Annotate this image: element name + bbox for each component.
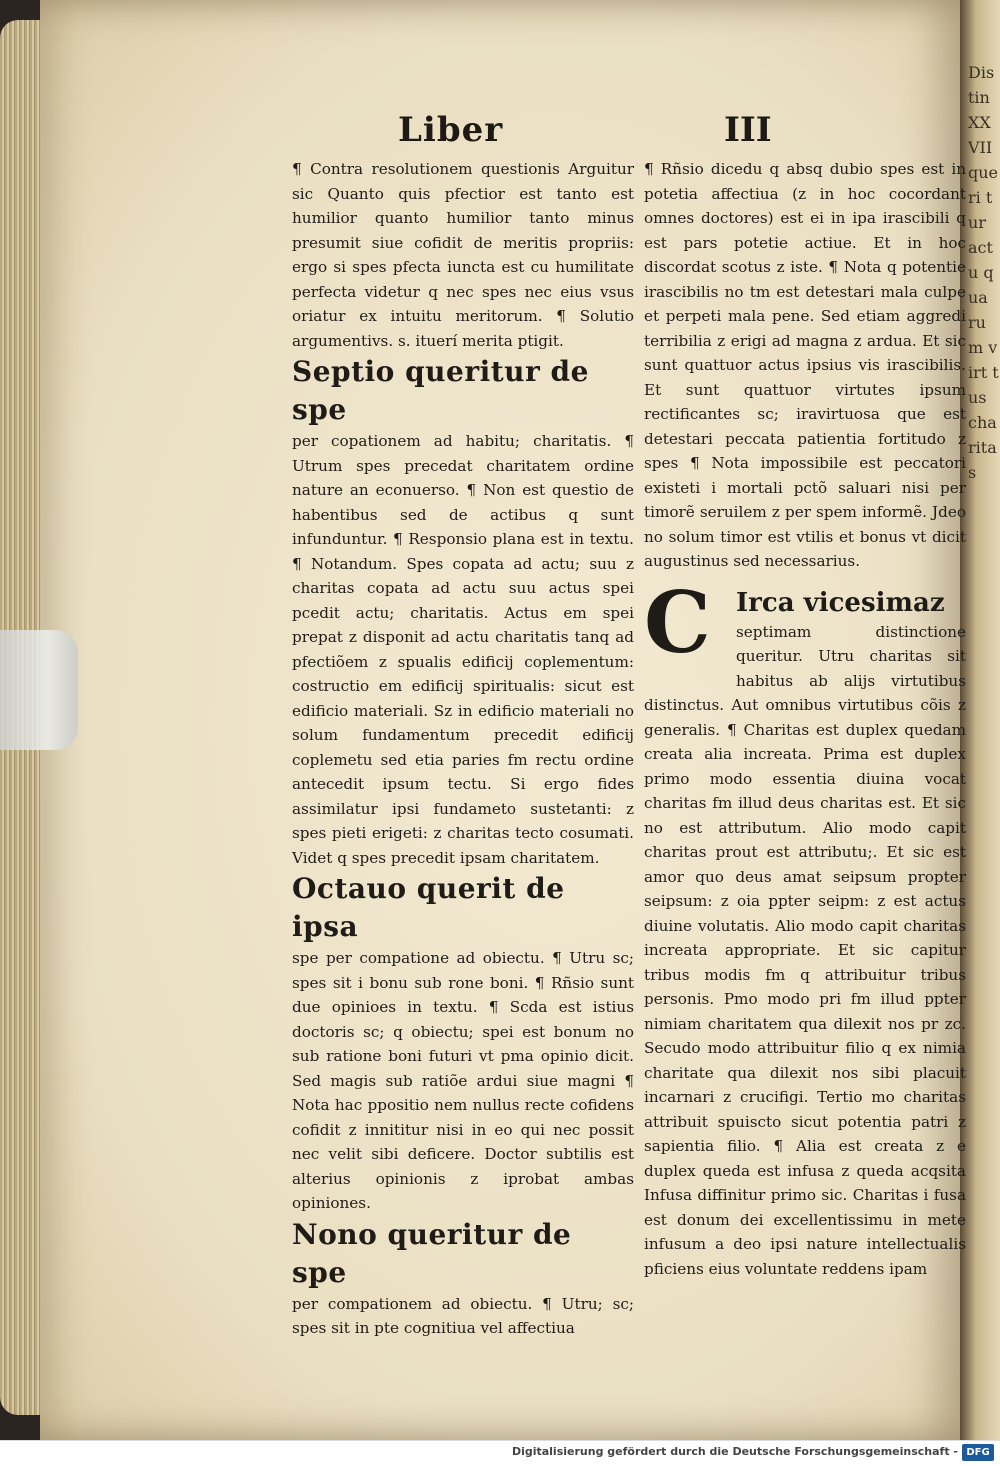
digitization-footer — [0, 1440, 1000, 1466]
paragraph: per compationem ad obiectu. ¶ Utru; sc; spes sit in pte cognitiua vel affectiua — [292, 1294, 634, 1337]
dfg-logo: DFG — [962, 1444, 994, 1461]
decorated-initial: C — [644, 572, 711, 672]
section-heading: Septio queritur de spe — [292, 355, 589, 426]
paragraph: spe per compatione ad obiectu. ¶ Utru sc; spes sit i bonu sub rone boni. ¶ Rñsio sunt due opinioes in textu. ¶ Scda est istius doctoris sc; q obiectu; spei est bonum no sub ratione boni futuri vt pma opinio dicit. Sed magis sub ratiõe ardui siue magni ¶ Nota hac ppositio nem nullus recte cofidens cofidit z innititur nisi in eo qui nec possit nec velit sibi deficere. Doctor subtilis est alterius opinionis z iprobat ambas opiniones. — [292, 949, 634, 1212]
chapter-heading: Irca vicesimaz — [736, 587, 945, 618]
running-head-right: III — [724, 110, 772, 150]
left-text-column — [292, 157, 634, 1341]
funding-credit: Digitalisierung gefördert durch die Deutsche Forschungsgemeinschaft - — [511, 1445, 958, 1458]
paragraph: per copationem ad habitu; charitatis. ¶ Utrum spes precedat charitatem ordine nature an econuerso. ¶ Non est questio de habentibus sed de actibus q sunt infunduntur. ¶ Responsio plana est in textu. ¶ Notandum. Spes copata ad actu; suu z charitas copata ad actu suu actus spei pcedit actu; charitatis. Actus em spei prepat z disponit ad actu charitatis tanq ad pfectiõem z spualis edificij coplementum: costructio em edificij spiritualis: sicut est edificio materiali. Sz in edificio materiali no solum fundamentum precedit edificij coplemetu sed etia paries fm rectu ordine antecedit ipsum tectu. Si ergo fides assimilatur ipsi fundameto sustetanti: z spes pieti erigeti: z charitas tecto cosumati. Videt q spes precedit ipsam charitatem. — [292, 432, 634, 867]
facing-page-text: Distin XXVII queri tur actu qua rum virt tus cha ritas — [968, 63, 999, 482]
section-heading: Nono queritur de spe — [292, 1217, 572, 1289]
page-clip — [0, 630, 78, 750]
paragraph: septimam distinctione queritur. Utru charitas sit habitus ab alijs virtutibus distinctus. Aut omnibus virtutibus cõis z generalis. ¶ Charitas est duplex quedam creata alia increata. Prima est duplex primo modo essentia diuina vocat charitas fm illud deus charitas est. Et sic no est attributum. Alio modo capit charitas prout est attributu;. Et sic est amor quo deus amat seipsum propter seipsum: z oia ppter seipm: z est actus diuine volutatis. Alio modo capit charitas increata appropriate. Et sic capitur tribus modis fm q attribuitur tribus personis. Pmo modo pri fm illud ppter nimiam charitatem qua dilexit nos pr zc. Secudo modo attribuitur filio q ex nimia charitate qua dilexit nos sibi placuit incarnari z crucifigi. Tertio mo charitas attribuit spuiscto sicut potentia patri z sapientia filio. ¶ Alia est creata z e duplex queda est infusa z queda acqsita Infusa diffinitur primo sic. Charitas i fusa est donum dei excellentissimu in mete infusum a deo ipsi nature intellectualis pficiens eius voluntate reddens ipam — [644, 622, 966, 1278]
chapter-opening — [644, 572, 966, 1282]
section-heading: Octauo querit de ipsa — [292, 872, 565, 943]
paragraph: ¶ Rñsio dicedu q absq dubio spes est in potetia affectiua (z in hoc cocordant omnes doctores) est ei in ipa irascibili q est pars potetie actiue. Et in hoc discordat scotus z iste. ¶ Nota q potentie irascibilis no tm est detestari mala culpe et perpeti mala pene. Sed etiam aggredi terribilia z erigi ad magna z ardua. Et sic sunt quattuor actus ipsius vis irascibilis. Et sunt quattuor virtutes ipsum rectificantes sc; iravirtuosa que est detestari peccata patientia fortitudo z spes ¶ Nota impossibile est peccatori existeti i mortali pctõ saluari nisi per timorẽ seruilem z per spem informẽ. Jdeo no solum timor est vtilis et bonus vt dicit augustinus sed necessarius. — [644, 160, 966, 570]
running-head-left: Liber — [398, 110, 504, 150]
right-text-column — [644, 157, 966, 1281]
paragraph: ¶ Contra resolutionem questionis Arguitur sic Quanto quis pfectior est tanto est humilior quanto humilior tanto minus presumit siue cofidit de meritis propriis: ergo si spes pfecta iuncta est cu humilitate perfecta videtur q nec spes nec eius vsus oriatur ex intuitu meritorum. ¶ Solutio argumentivs. s. ituerí merita ptigit. — [292, 160, 634, 350]
